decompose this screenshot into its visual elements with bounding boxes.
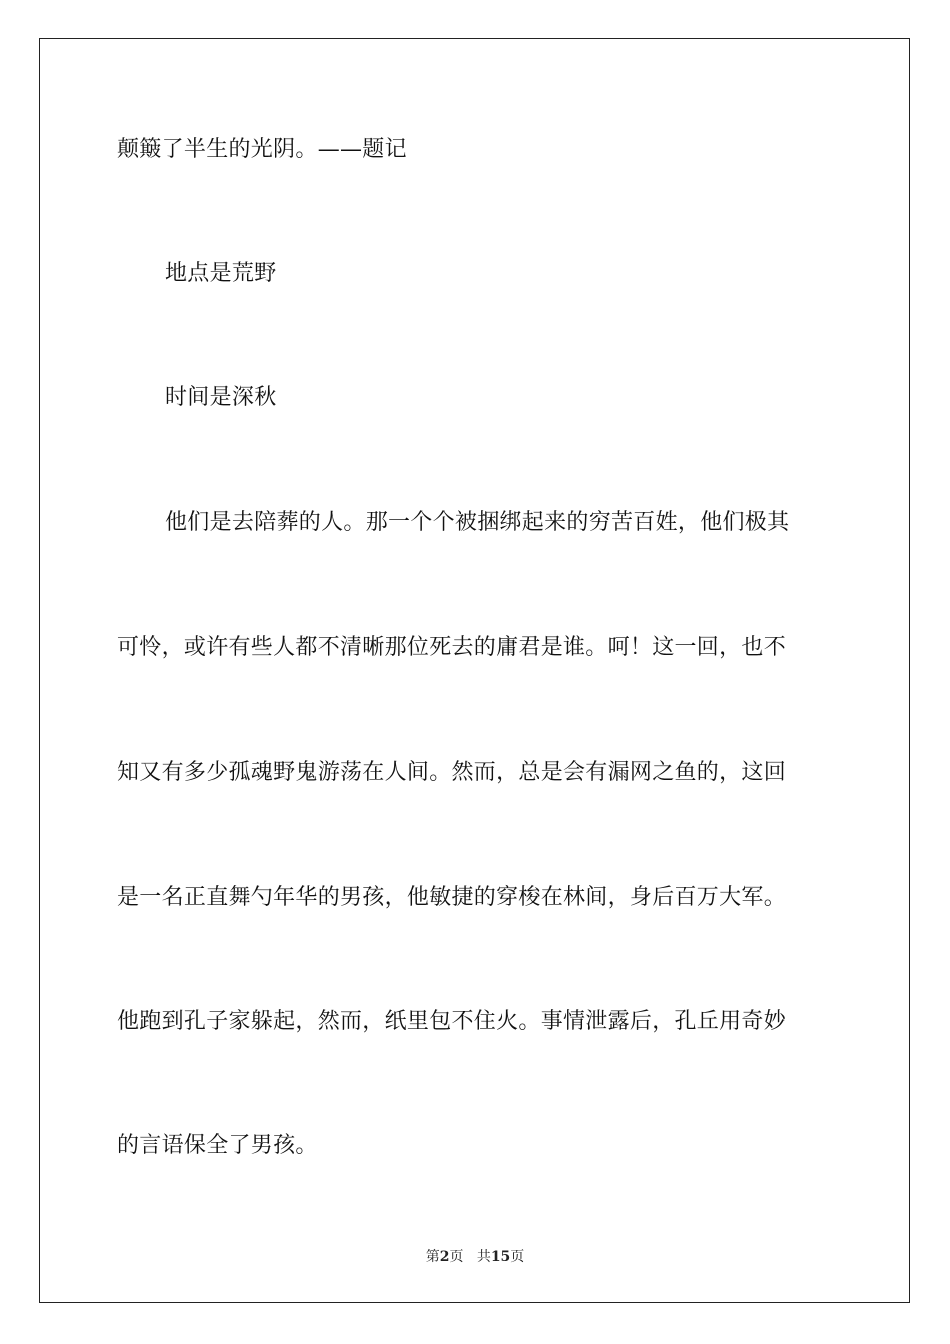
footer-page-unit: 页 xyxy=(449,1249,464,1265)
paragraph-line: 可怜，或许有些人都不清晰那位死去的庸君是谁。呵！这一回，也不 xyxy=(117,635,787,660)
current-page-number: 2 xyxy=(439,1249,450,1265)
paragraph-line: 是一名正直舞勺年华的男孩，他敏捷的穿梭在林间，身后百万大军。 xyxy=(117,885,787,910)
paragraph-line: 知又有多少孤魂野鬼游荡在人间。然而，总是会有漏网之鱼的，这回 xyxy=(117,760,787,785)
page-footer xyxy=(0,1247,950,1267)
total-page-number: 15 xyxy=(490,1249,511,1265)
paragraph-line: 的言语保全了男孩。 xyxy=(117,1133,318,1158)
page-border xyxy=(39,38,910,1303)
time-line: 时间是深秋 xyxy=(165,385,277,410)
footer-prefix: 第 xyxy=(425,1249,440,1265)
paragraph-line: 他们是去陪葬的人。那一个个被捆绑起来的穷苦百姓，他们极其 xyxy=(165,510,790,535)
paragraph-line: 他跑到孔子家躲起，然而，纸里包不住火。事情泄露后，孔丘用奇妙 xyxy=(117,1009,787,1034)
footer-total-unit: 页 xyxy=(510,1249,525,1265)
epigraph-line: 颠簸了半生的光阴。——题记 xyxy=(117,137,407,162)
place-line: 地点是荒野 xyxy=(165,261,277,286)
footer-total-prefix: 共 xyxy=(476,1249,491,1265)
